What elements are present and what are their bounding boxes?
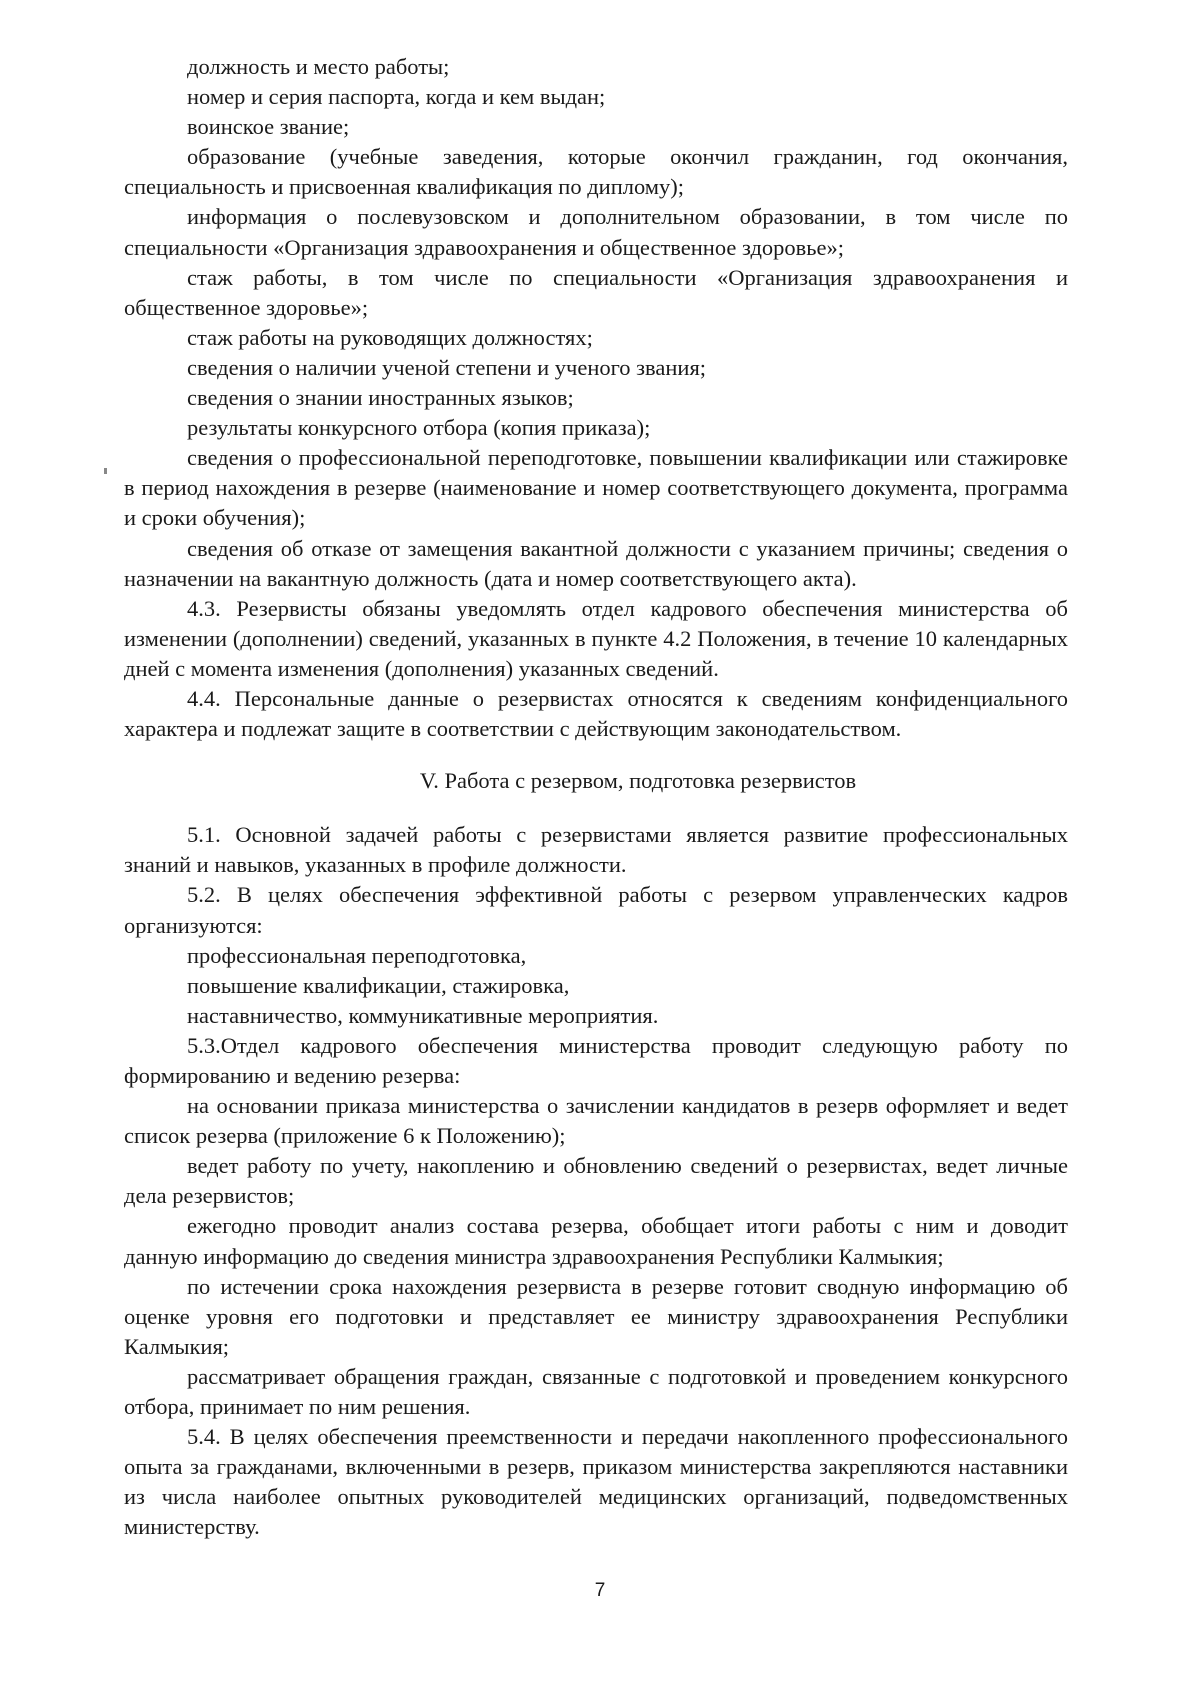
paragraph-education: образование (учебные заведения, которые окончил гражданин, год окончания, специальность и присвоенная квалификация по диплому); xyxy=(124,144,1068,200)
document-body xyxy=(124,52,1068,1543)
section-heading: V. Работа с резервом, подготовка резервистов xyxy=(419,768,857,794)
paragraph-postgraduate: информация о послевузовском и дополнительном образовании, в том числе по специальности «Организация здравоохранения и общественное здоровье»; xyxy=(124,204,1068,260)
scan-speck xyxy=(104,468,107,474)
paragraph-mentoring-item: наставничество, коммуникативные мероприятия. xyxy=(187,1002,659,1028)
paragraph-5-1: 5.1. Основной задачей работы с резервистами является развитие профессиональных знаний и навыков, указанных в профиле должности. xyxy=(124,822,1068,878)
paragraph-term-expiry: по истечении срока нахождения резервиста в резерве готовит сводную информацию об оценке уровня его подготовки и представляет ее министру здравоохранения Республики Калмыкия; xyxy=(124,1273,1068,1359)
paragraph-4-4: 4.4. Персональные данные о резервистах относятся к сведениям конфиденциального характера и подлежат защите в соответствии с действующим законодательством. xyxy=(124,685,1068,742)
paragraph-5-3: 5.3.Отдел кадрового обеспечения министерства проводит следующую работу по формированию и ведению резерва: xyxy=(124,1032,1068,1088)
page-number: 7 xyxy=(594,1580,606,1601)
paragraph-management-experience: стаж работы на руководящих должностях; xyxy=(187,324,593,350)
paragraph-5-4: 5.4. В целях обеспечения преемственности и передачи накопленного профессионального опыта за гражданами, включенными в резерв, приказом министерства закрепляются наставники из числа наиболее опытных руководителей медицинских организаций, подведомственных министерству. xyxy=(124,1424,1068,1540)
paragraph-reserve-list: на основании приказа министерства о зачислении кандидатов в резерв оформляет и ведет список резерва (приложение 6 к Положению); xyxy=(124,1093,1068,1149)
paragraph-records: ведет работу по учету, накоплению и обновлению сведений о резервистах, ведет личные дела резервистов; xyxy=(124,1153,1068,1209)
paragraph-4-3: 4.3. Резервисты обязаны уведомлять отдел кадрового обеспечения министерства об изменении (дополнении) сведений, указанных в пункте 4.2 Положения, в течение 10 календарных дней с момента изменения (дополнения) указанных сведений. xyxy=(124,595,1068,681)
paragraph-qualification-item: повышение квалификации, стажировка, xyxy=(187,972,570,998)
paragraph-annual-analysis: ежегодно проводит анализ состава резерва, обобщает итоги работы с ним и доводит данную информацию до сведения министра здравоохранения Республики Калмыкия; xyxy=(124,1213,1068,1269)
paragraph-position: должность и место работы; xyxy=(187,54,450,79)
paragraph-languages: сведения о знании иностранных языков; xyxy=(187,385,574,411)
paragraph-retraining-item: профессиональная переподготовка, xyxy=(187,942,527,968)
paragraph-selection-results: результаты конкурсного отбора (копия приказа); xyxy=(187,415,651,441)
paragraph-appeals: рассматривает обращения граждан, связанные с подготовкой и проведением конкурсного отбора, принимает по ним решения. xyxy=(124,1363,1068,1420)
paragraph-military-rank: воинское звание; xyxy=(187,114,350,140)
paragraph-academic-degree: сведения о наличии ученой степени и ученого звания; xyxy=(187,354,707,380)
paragraph-retraining: сведения о профессиональной переподготовке, повышении квалификации или стажировке в период нахождения в резерве (наименование и номер соответствующего документа, программа и сроки обучения); xyxy=(124,445,1068,531)
paragraph-work-experience: стаж работы, в том числе по специальности «Организация здравоохранения и общественное здоровье»; xyxy=(124,264,1068,320)
paragraph-5-2: 5.2. В целях обеспечения эффективной работы с резервом управленческих кадров организуются: xyxy=(124,882,1068,938)
paragraph-passport: номер и серия паспорта, когда и кем выдан; xyxy=(187,84,606,110)
paragraph-refusal: сведения об отказе от замещения вакантной должности с указанием причины; сведения о назначении на вакантную должность (дата и номер соответствующего акта). xyxy=(124,535,1068,591)
